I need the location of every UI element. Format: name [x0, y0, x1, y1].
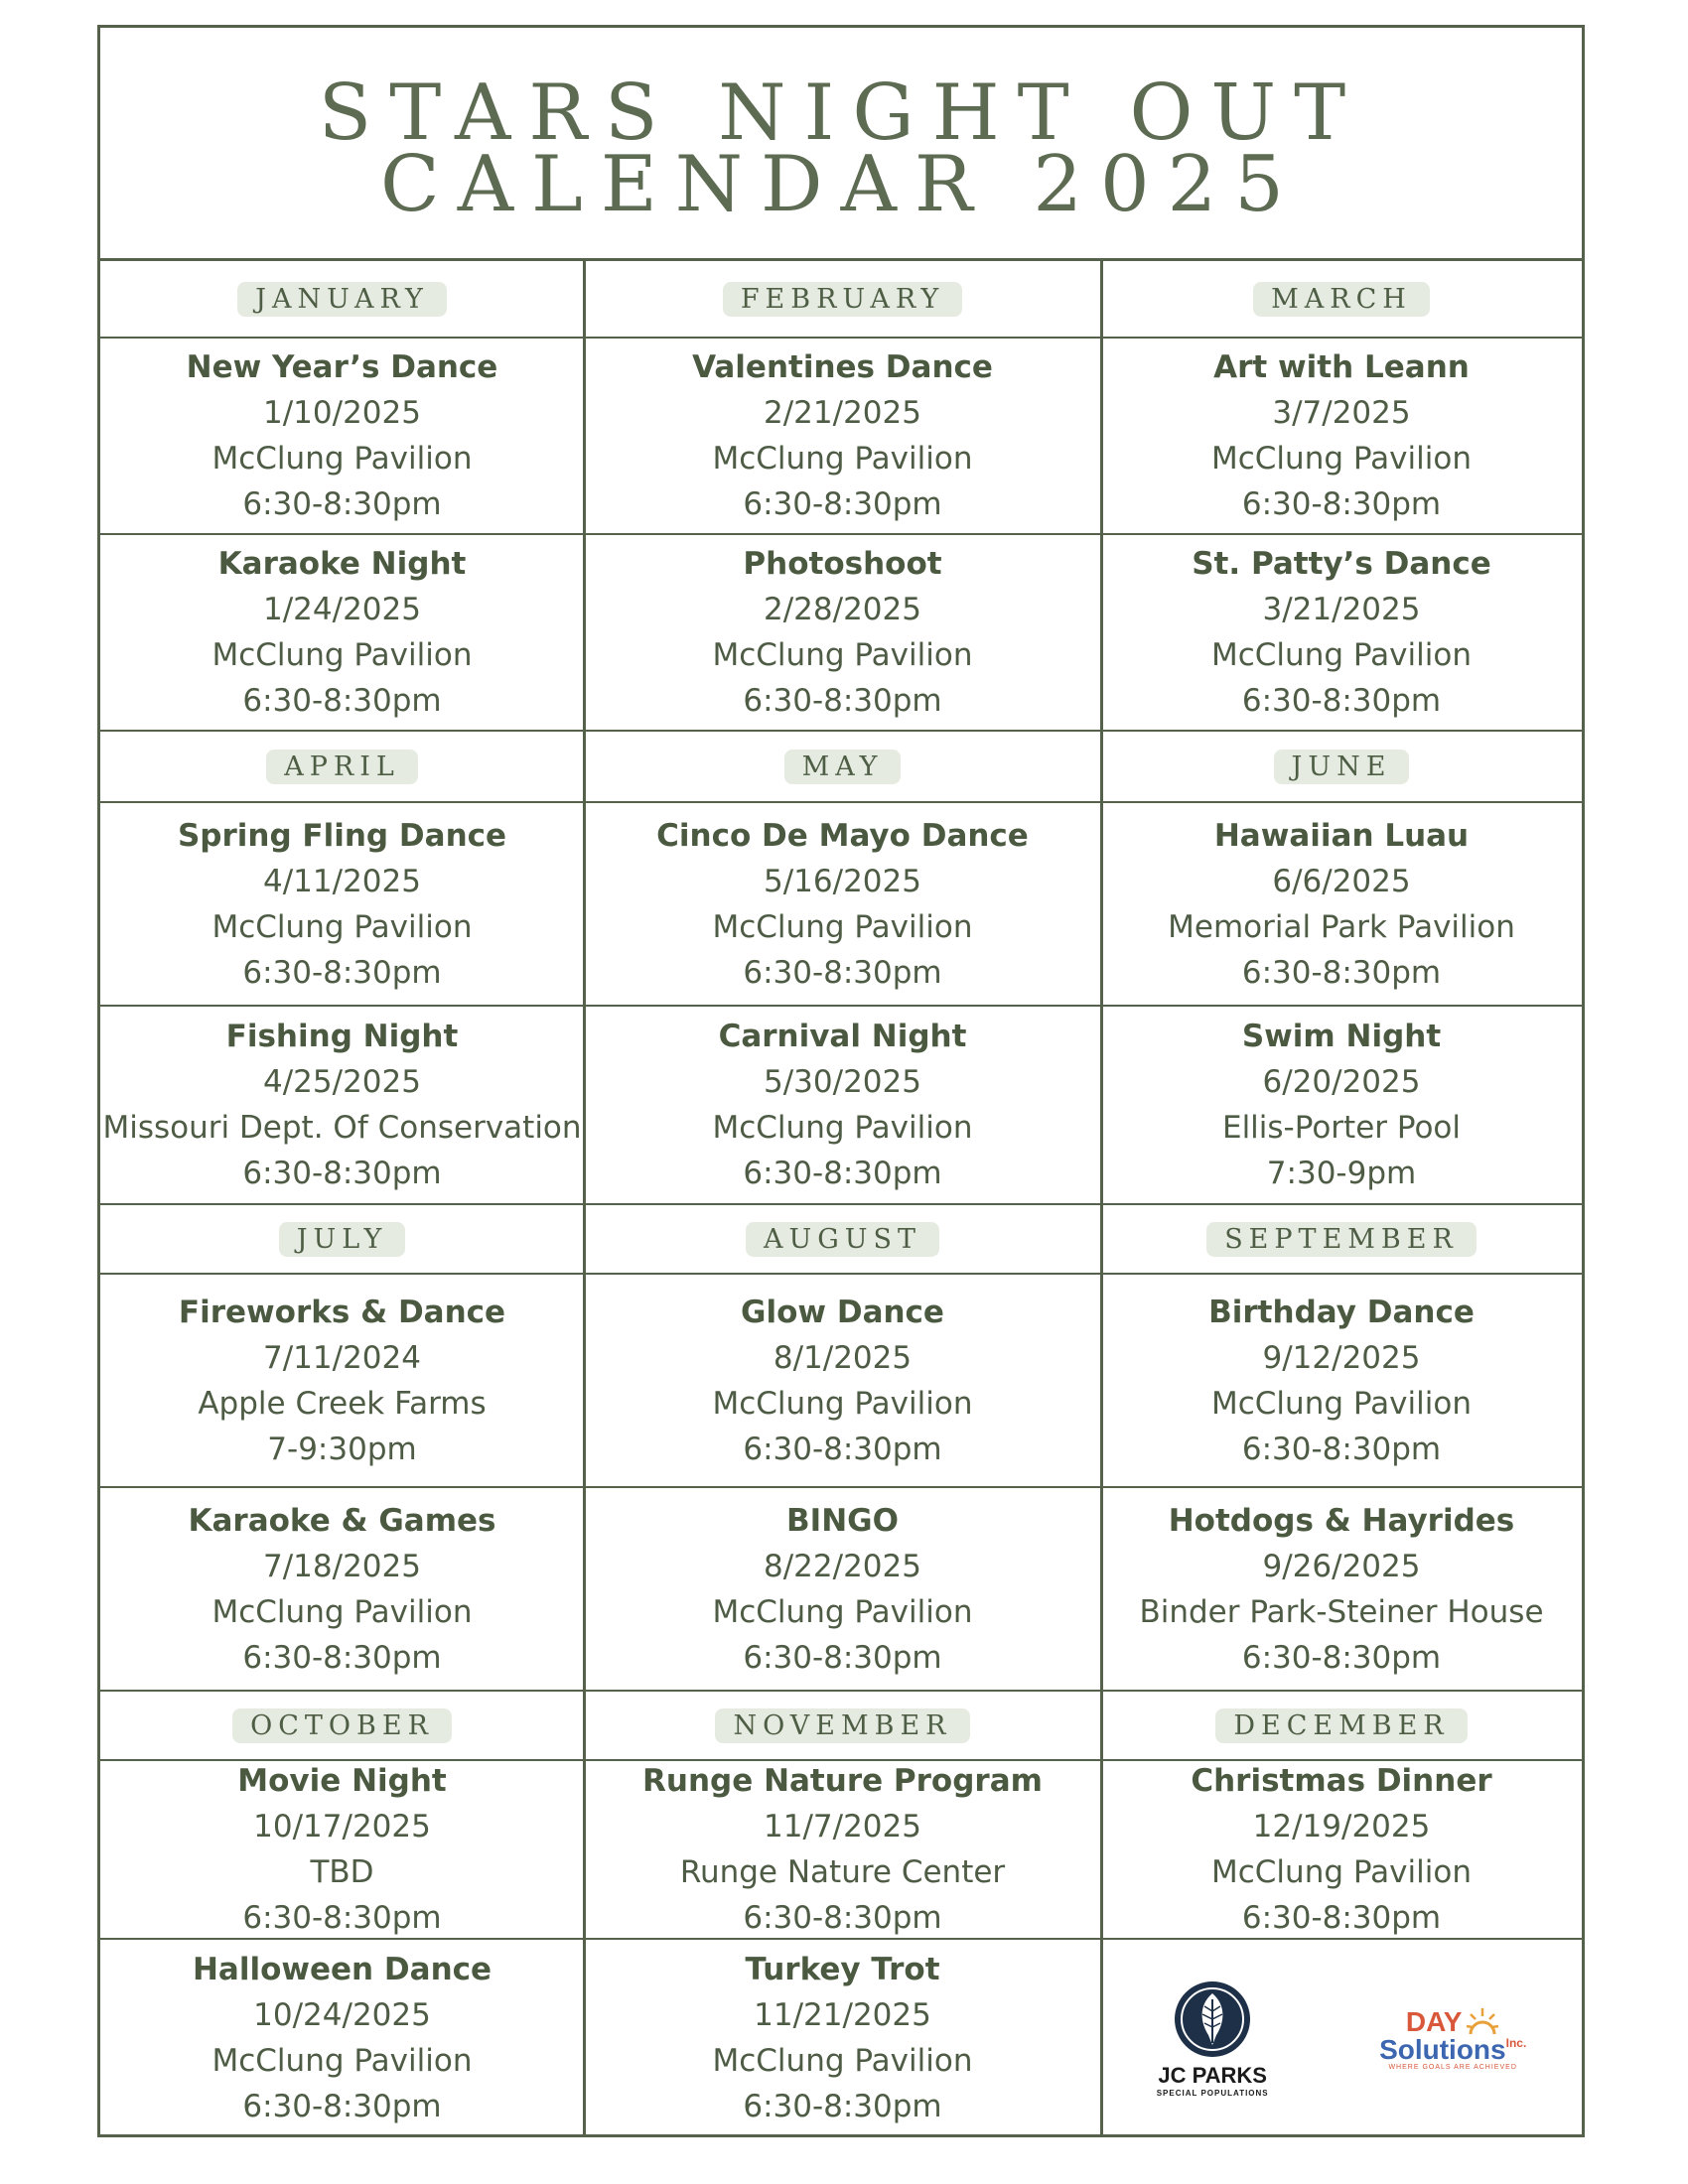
event-cell	[584, 1760, 1101, 1939]
event-cell	[100, 1274, 584, 1487]
event-cell	[584, 1939, 1101, 2137]
title-line-2: CALENDAR 2025	[380, 140, 1302, 229]
month-label: DECEMBER	[1215, 1708, 1467, 1743]
event-location: McClung Pavilion	[712, 1593, 973, 1630]
event-name: Runge Nature Program	[642, 1763, 1043, 1799]
event-name: Carnival Night	[718, 1019, 967, 1054]
event-location: Memorial Park Pavilion	[1168, 908, 1515, 945]
event-time: 6:30-8:30pm	[1241, 683, 1442, 719]
event-location: Binder Park-Steiner House	[1139, 1593, 1544, 1630]
event-location: Missouri Dept. Of Conservation	[102, 1110, 582, 1146]
event-date: 3/21/2025	[1262, 592, 1421, 627]
event-date: 4/25/2025	[263, 1064, 421, 1100]
event-date: 3/7/2025	[1272, 395, 1411, 431]
event-date: 2/21/2025	[764, 395, 921, 431]
event-cell	[584, 1274, 1101, 1487]
event-cell	[1101, 1760, 1582, 1939]
event-date: 10/24/2025	[253, 1997, 431, 2033]
month-header	[1101, 1691, 1582, 1760]
event-location: Ellis-Porter Pool	[1221, 1110, 1462, 1146]
event-time: 7:30-9pm	[1266, 1156, 1417, 1191]
event-time: 6:30-8:30pm	[743, 1156, 942, 1191]
event-time: 6:30-8:30pm	[242, 1156, 442, 1191]
event-time: 6:30-8:30pm	[743, 954, 942, 991]
jc-parks-name: JC PARKS	[1158, 2062, 1267, 2088]
event-date: 11/7/2025	[764, 1809, 921, 1844]
day-solutions-line1: DAY	[1405, 2005, 1463, 2037]
event-time: 6:30-8:30pm	[743, 2089, 942, 2124]
event-name: New Year’s Dance	[186, 349, 498, 385]
event-date: 5/30/2025	[764, 1064, 921, 1100]
event-cell	[100, 1006, 584, 1204]
month-label: FEBRUARY	[723, 282, 962, 317]
event-name: St. Patty’s Dance	[1192, 546, 1491, 582]
event-date: 12/19/2025	[1252, 1809, 1431, 1844]
event-cell	[100, 534, 584, 731]
event-cell	[1101, 338, 1582, 534]
month-label: SEPTEMBER	[1206, 1222, 1477, 1257]
event-name: Cinco De Mayo Dance	[656, 817, 1029, 854]
event-location: McClung Pavilion	[712, 1110, 973, 1146]
event-time: 6:30-8:30pm	[1241, 1639, 1442, 1676]
event-name: Glow Dance	[741, 1294, 944, 1330]
event-time: 6:30-8:30pm	[743, 486, 942, 522]
event-date: 11/21/2025	[754, 1997, 931, 2033]
event-cell	[584, 802, 1101, 1006]
event-time: 6:30-8:30pm	[743, 683, 942, 719]
event-cell	[1101, 1006, 1582, 1204]
month-label: MAY	[784, 750, 902, 784]
event-date: 5/16/2025	[764, 863, 921, 899]
event-location: McClung Pavilion	[1211, 441, 1472, 477]
event-location: Apple Creek Farms	[198, 1385, 487, 1422]
jc-parks-subtitle: SPECIAL POPULATIONS	[1156, 2088, 1269, 2098]
month-header	[100, 1204, 584, 1274]
event-time: 6:30-8:30pm	[242, 1639, 442, 1676]
month-header	[1101, 1204, 1582, 1274]
event-time: 6:30-8:30pm	[242, 2089, 442, 2124]
event-date: 6/20/2025	[1262, 1064, 1421, 1100]
event-cell	[1101, 1274, 1582, 1487]
event-time: 6:30-8:30pm	[743, 1900, 942, 1936]
event-name: Turkey Trot	[745, 1952, 940, 1987]
event-location: McClung Pavilion	[712, 441, 973, 477]
day-solutions-logo	[1379, 2006, 1526, 2071]
event-date: 1/24/2025	[263, 592, 421, 627]
event-location: McClung Pavilion	[712, 637, 973, 673]
month-label: APRIL	[266, 750, 418, 784]
event-date: 8/1/2025	[773, 1339, 913, 1376]
event-name: Christmas Dinner	[1191, 1763, 1492, 1799]
month-header	[1101, 261, 1582, 338]
event-location: McClung Pavilion	[712, 908, 973, 945]
month-header	[100, 1691, 584, 1760]
event-name: Movie Night	[237, 1763, 447, 1799]
event-date: 7/11/2024	[263, 1339, 421, 1376]
event-location: TBD	[310, 1854, 374, 1890]
event-name: Spring Fling Dance	[177, 817, 507, 854]
event-location: McClung Pavilion	[211, 637, 473, 673]
event-location: McClung Pavilion	[211, 908, 473, 945]
event-location: McClung Pavilion	[211, 1593, 473, 1630]
event-date: 1/10/2025	[263, 395, 421, 431]
calendar-frame	[97, 25, 1585, 2137]
event-cell	[1101, 534, 1582, 731]
event-cell	[584, 534, 1101, 731]
event-cell	[1101, 802, 1582, 1006]
calendar-title	[100, 28, 1582, 261]
event-name: BINGO	[786, 1502, 899, 1539]
event-cell	[100, 338, 584, 534]
event-date: 8/22/2025	[764, 1548, 921, 1584]
event-name: Fishing Night	[225, 1019, 459, 1054]
month-label: AUGUST	[746, 1222, 939, 1257]
event-time: 7-9:30pm	[267, 1431, 417, 1467]
month-header	[100, 261, 584, 338]
event-cell	[100, 1760, 584, 1939]
event-location: McClung Pavilion	[712, 2043, 973, 2079]
month-label: MARCH	[1253, 282, 1430, 317]
event-date: 7/18/2025	[263, 1548, 421, 1584]
month-label: NOVEMBER	[715, 1708, 969, 1743]
event-name: Karaoke Night	[217, 546, 467, 582]
month-header	[100, 731, 584, 802]
day-solutions-tagline: WHERE GOALS ARE ACHIEVED	[1388, 2063, 1517, 2071]
event-name: Hotdogs & Hayrides	[1168, 1502, 1515, 1539]
event-time: 6:30-8:30pm	[743, 1431, 942, 1467]
event-location: McClung Pavilion	[211, 441, 473, 477]
event-time: 6:30-8:30pm	[743, 1639, 942, 1676]
month-header	[584, 1691, 1101, 1760]
event-time: 6:30-8:30pm	[242, 486, 442, 522]
month-header	[584, 261, 1101, 338]
event-time: 6:30-8:30pm	[1241, 1431, 1442, 1467]
event-date: 2/28/2025	[764, 592, 921, 627]
event-date: 9/26/2025	[1262, 1548, 1421, 1584]
month-header	[584, 731, 1101, 802]
event-date: 9/12/2025	[1262, 1339, 1421, 1376]
event-name: Birthday Dance	[1208, 1294, 1475, 1330]
event-date: 6/6/2025	[1272, 863, 1411, 899]
event-cell	[100, 802, 584, 1006]
month-header	[584, 1204, 1101, 1274]
event-location: McClung Pavilion	[712, 1385, 973, 1422]
event-location: McClung Pavilion	[1211, 1385, 1472, 1422]
event-cell	[1101, 1487, 1582, 1691]
month-label: JANUARY	[237, 282, 447, 317]
sponsor-logos	[1101, 1939, 1582, 2137]
event-location: McClung Pavilion	[211, 2043, 473, 2079]
event-name: Photoshoot	[743, 546, 942, 582]
month-label: JUNE	[1274, 750, 1410, 784]
event-time: 6:30-8:30pm	[1241, 1900, 1442, 1936]
event-time: 6:30-8:30pm	[242, 1900, 442, 1936]
event-cell	[100, 1487, 584, 1691]
jc-parks-logo	[1157, 1979, 1269, 2098]
event-name: Hawaiian Luau	[1213, 817, 1470, 854]
event-name: Valentines Dance	[692, 349, 993, 385]
day-solutions-line2: Solutions	[1379, 2033, 1506, 2065]
event-time: 6:30-8:30pm	[1241, 486, 1442, 522]
day-solutions-suffix: Inc.	[1505, 2035, 1527, 2050]
event-location: Runge Nature Center	[679, 1854, 1006, 1890]
event-location: McClung Pavilion	[1211, 637, 1472, 673]
event-cell	[100, 1939, 584, 2137]
event-cell	[584, 338, 1101, 534]
sun-icon	[1466, 2006, 1499, 2036]
month-header	[1101, 731, 1582, 802]
month-label: JULY	[279, 1222, 406, 1257]
title-line-1: STARS NIGHT OUT	[318, 68, 1364, 158]
event-name: Fireworks & Dance	[178, 1294, 506, 1330]
event-date: 4/11/2025	[263, 863, 421, 899]
month-label: OCTOBER	[232, 1708, 452, 1743]
event-location: McClung Pavilion	[1211, 1854, 1472, 1890]
event-time: 6:30-8:30pm	[242, 683, 442, 719]
event-name: Swim Night	[1241, 1019, 1442, 1054]
event-cell	[584, 1487, 1101, 1691]
event-name: Art with Leann	[1213, 349, 1470, 385]
event-name: Halloween Dance	[192, 1952, 492, 1987]
event-time: 6:30-8:30pm	[1241, 954, 1442, 991]
event-time: 6:30-8:30pm	[242, 954, 442, 991]
event-date: 10/17/2025	[253, 1809, 431, 1844]
leaf-icon	[1173, 1979, 1252, 2059]
event-name: Karaoke & Games	[188, 1502, 496, 1539]
event-cell	[584, 1006, 1101, 1204]
